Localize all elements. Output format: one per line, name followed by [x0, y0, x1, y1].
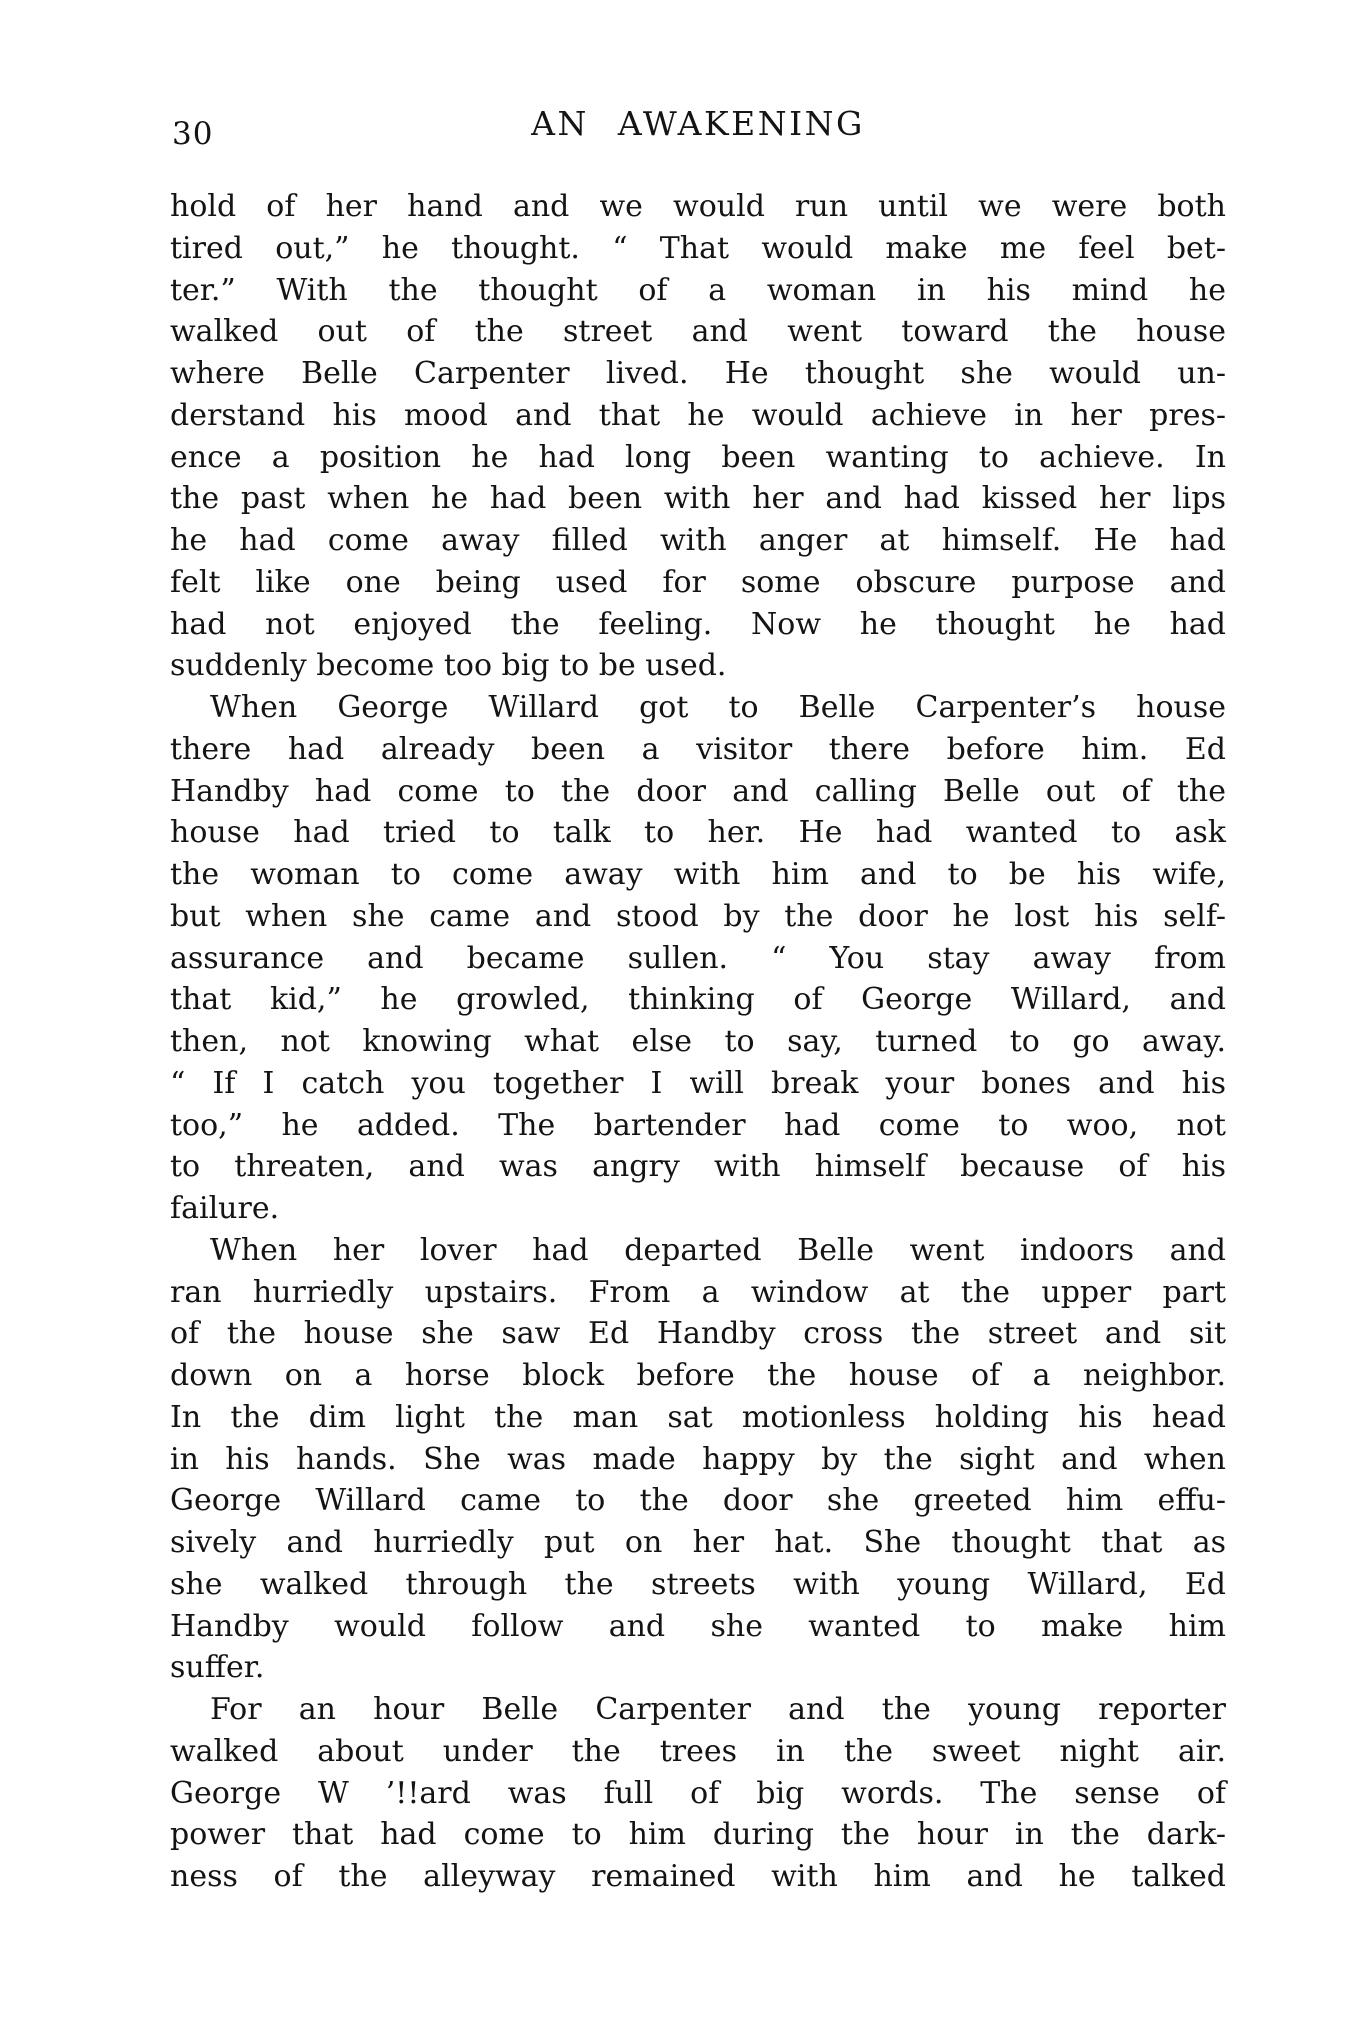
text-line: in his hands. She was made happy by the sight and when [170, 1441, 1226, 1477]
text-line: that kid,” he growled, thinking of George Willard, and [170, 982, 1226, 1018]
text-line: where Belle Carpenter lived. He thought she would un- [170, 356, 1226, 391]
text-line: assurance and became sullen. “ You stay away from [170, 940, 1226, 976]
text-line: he had come away filled with anger at himself. He had [170, 523, 1226, 558]
text-line: power that had come to him during the hour in the dark- [170, 1817, 1226, 1853]
text-line: sively and hurriedly put on her hat. She thought that as [170, 1525, 1226, 1560]
text-line: When her lover had departed Belle went indoors and [210, 1232, 1226, 1268]
running-title: AN AWAKENING [531, 104, 865, 143]
text-line: to threaten, and was angry with himself because of his [170, 1149, 1226, 1185]
text-line: derstand his mood and that he would achieve in her pres- [170, 397, 1226, 433]
text-line: ness of the alleyway remained with him and he talked [170, 1859, 1226, 1894]
text-line: George W ’!!ard was full of big words. The sense of [170, 1775, 1226, 1811]
text-line: she walked through the streets with young Willard, Ed [170, 1566, 1226, 1602]
text-line: suffer. [170, 1650, 265, 1686]
text-line: George Willard came to the door she greeted him effu- [170, 1483, 1226, 1519]
text-line: When George Willard got to Belle Carpenter’s house [210, 690, 1226, 725]
text-line: down on a horse block before the house of a neighbor. [170, 1358, 1226, 1393]
text-line: of the house she saw Ed Handby cross the street and sit [170, 1316, 1226, 1352]
text-line: ter.” With the thought of a woman in his mind he [170, 272, 1226, 308]
text-line: ence a position he had long been wanting to achieve. In [170, 439, 1226, 475]
text-line: walked out of the street and went toward the house [170, 314, 1226, 350]
page-header [170, 104, 1226, 154]
text-line: there had already been a visitor there before him. Ed [170, 731, 1226, 767]
text-line: failure. [170, 1191, 280, 1226]
page-number: 30 [172, 116, 214, 152]
text-line: tired out,” he thought. “ That would make me feel bet- [170, 230, 1226, 266]
page-body [170, 186, 1226, 1898]
text-line: had not enjoyed the feeling. Now he thought he had [170, 606, 1226, 642]
text-line: suddenly become too big to be used. [170, 648, 727, 684]
text-line: the woman to come away with him and to be his wife, [170, 857, 1226, 892]
text-line: felt like one being used for some obscure purpose and [170, 564, 1226, 600]
text-line: the past when he had been with her and had kissed her lips [170, 481, 1226, 517]
text-line: “ If I catch you together I will break your bones and his [170, 1065, 1226, 1101]
text-line: hold of her hand and we would run until we were both [170, 189, 1226, 224]
text-line: Handby would follow and she wanted to make him [170, 1608, 1226, 1644]
book-page [170, 0, 1226, 2028]
text-line: ran hurriedly upstairs. From a window at the upper part [170, 1274, 1226, 1310]
text-line: Handby had come to the door and calling Belle out of the [170, 773, 1226, 809]
text-line: For an hour Belle Carpenter and the young reporter [210, 1692, 1226, 1727]
text-line: then, not knowing what else to say, turned to go away. [170, 1024, 1226, 1059]
text-line: too,” he added. The bartender had come to woo, not [170, 1107, 1226, 1143]
text-line: but when she came and stood by the door he lost his self- [170, 898, 1226, 934]
text-line: In the dim light the man sat motionless holding his head [170, 1399, 1226, 1435]
text-line: house had tried to talk to her. He had wanted to ask [170, 815, 1226, 851]
text-line: walked about under the trees in the sweet night air. [170, 1733, 1226, 1769]
